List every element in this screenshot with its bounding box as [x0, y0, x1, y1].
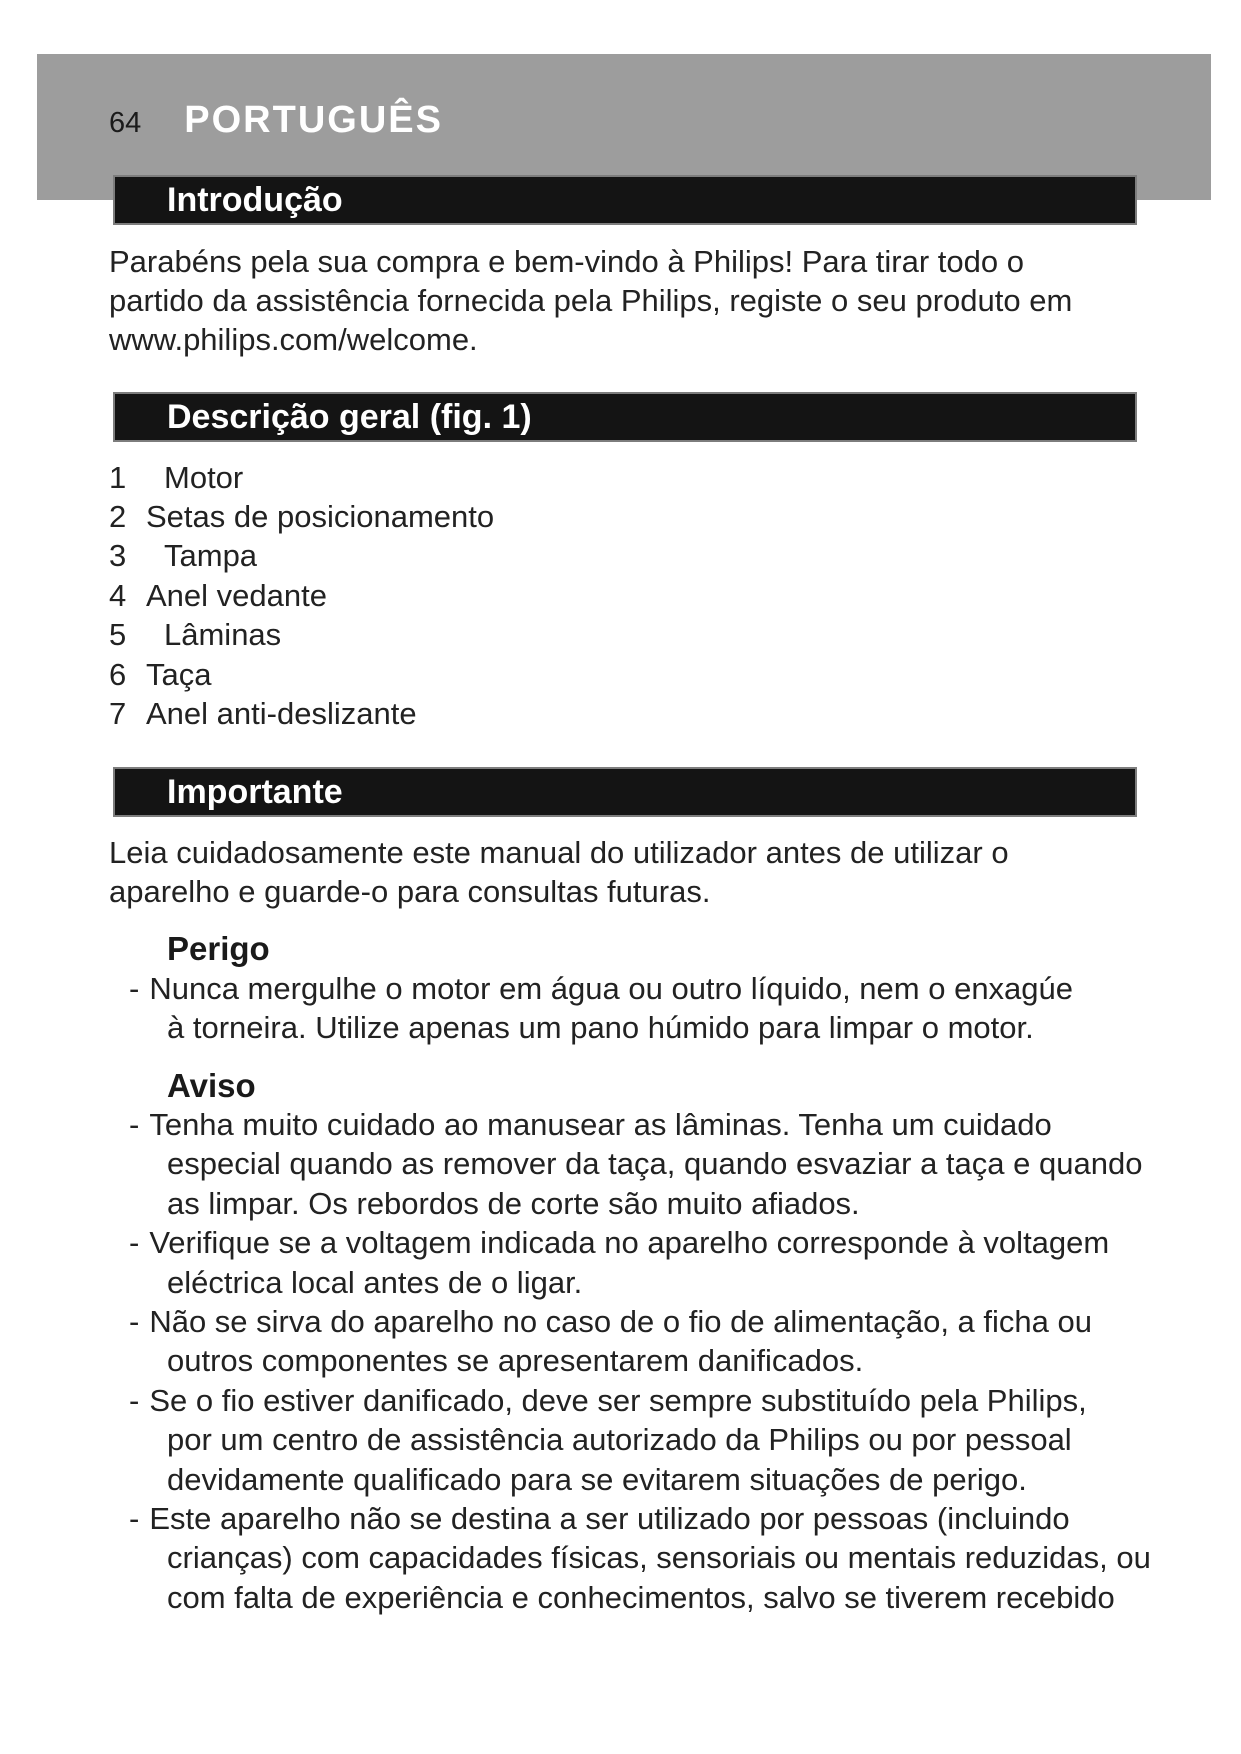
bullet-dash: -	[129, 970, 140, 1006]
bullet-continuation: por um centro de assistência autorizado da Philips ou por pessoal	[167, 1422, 1072, 1458]
bullet-continuation: com falta de experiência e conhecimentos, salvo se tiverem recebido	[167, 1579, 1115, 1615]
bullet-dash: -	[129, 1500, 140, 1536]
bullet-text: Tenha muito cuidado ao manusear as lâminas. Tenha um cuidado	[149, 1107, 1052, 1143]
warning-bullet	[129, 1499, 1151, 1538]
parts-item-label: Motor	[164, 459, 244, 495]
parts-item-label: Setas de posicionamento	[146, 499, 495, 535]
bullet-text: Este aparelho não se destina a ser utilizado por pessoas (incluindo	[149, 1500, 1070, 1536]
important-section	[109, 833, 1151, 1617]
parts-item-label: Anel vedante	[146, 577, 327, 613]
section-bar-overview	[113, 392, 1137, 442]
warning-bullet	[129, 1302, 1151, 1341]
parts-item-label: Lâminas	[164, 617, 282, 653]
section-bar-intro	[113, 175, 1137, 225]
bullet-dash: -	[129, 1303, 140, 1339]
parts-item-label: Tampa	[164, 538, 258, 574]
important-intro-line: Leia cuidadosamente este manual do utilizador antes de utilizar o	[109, 834, 1009, 870]
bullet-continuation: eléctrica local antes de o ligar.	[167, 1264, 583, 1300]
parts-item-number: 2	[109, 499, 127, 535]
parts-item-number: 4	[109, 577, 127, 613]
running-header	[109, 99, 443, 144]
bullet-continuation: as limpar. Os rebordos de corte são muito afiados.	[167, 1185, 860, 1221]
important-intro-line: aparelho e guarde-o para consultas futuras.	[109, 874, 711, 910]
parts-item-number: 7	[109, 696, 127, 732]
bullet-dash: -	[129, 1107, 140, 1143]
intro-line: partido da assistência fornecida pela Philips, registe o seu produto em	[109, 282, 1073, 318]
warning-bullet	[129, 1223, 1151, 1262]
intro-line: Parabéns pela sua compra e bem-vindo à Philips! Para tirar todo o	[109, 243, 1024, 279]
bullet-continuation: à torneira. Utilize apenas um pano húmido para limpar o motor.	[167, 1010, 1034, 1046]
section-title-overview: Descrição geral (fig. 1)	[167, 398, 532, 436]
bullet-continuation: crianças) com capacidades físicas, sensoriais ou mentais reduzidas, ou	[167, 1540, 1151, 1576]
bullet-continuation: outros componentes se apresentarem danificados.	[167, 1343, 864, 1379]
intro-line: www.philips.com/welcome.	[109, 322, 478, 358]
warning-bullet	[129, 1105, 1151, 1144]
intro-paragraph	[109, 242, 1072, 360]
warning-bullet	[129, 1381, 1151, 1420]
bullet-text: Nunca mergulhe o motor em água ou outro líquido, nem o enxagúe	[149, 970, 1074, 1006]
section-bar-important	[113, 767, 1137, 817]
bullet-continuation: especial quando as remover da taça, quando esvaziar a taça e quando	[167, 1146, 1143, 1182]
bullet-text: Se o fio estiver danificado, deve ser sempre substituído pela Philips,	[149, 1382, 1087, 1418]
section-title-intro: Introdução	[167, 181, 343, 219]
danger-heading: Perigo	[167, 930, 270, 968]
bullet-continuation: devidamente qualificado para se evitarem situações de perigo.	[167, 1461, 1027, 1497]
section-title-important: Importante	[167, 773, 343, 811]
danger-bullet	[129, 969, 1151, 1008]
language-title: PORTUGUÊS	[184, 99, 443, 141]
bullet-text: Verifique se a voltagem indicada no aparelho corresponde à voltagem	[149, 1225, 1110, 1261]
bullet-dash: -	[129, 1225, 140, 1261]
parts-item-label: Anel anti-deslizante	[146, 696, 417, 732]
bullet-dash: -	[129, 1382, 140, 1418]
parts-item-number: 5	[109, 617, 127, 653]
page-number: 64	[109, 107, 142, 139]
parts-item-label: Taça	[146, 656, 212, 692]
parts-item-number: 1	[109, 459, 127, 495]
parts-item-number: 6	[109, 656, 127, 692]
bullet-text: Não se sirva do aparelho no caso de o fio de alimentação, a ficha ou	[149, 1303, 1092, 1339]
parts-item-number: 3	[109, 538, 127, 574]
warning-heading: Aviso	[167, 1066, 256, 1104]
